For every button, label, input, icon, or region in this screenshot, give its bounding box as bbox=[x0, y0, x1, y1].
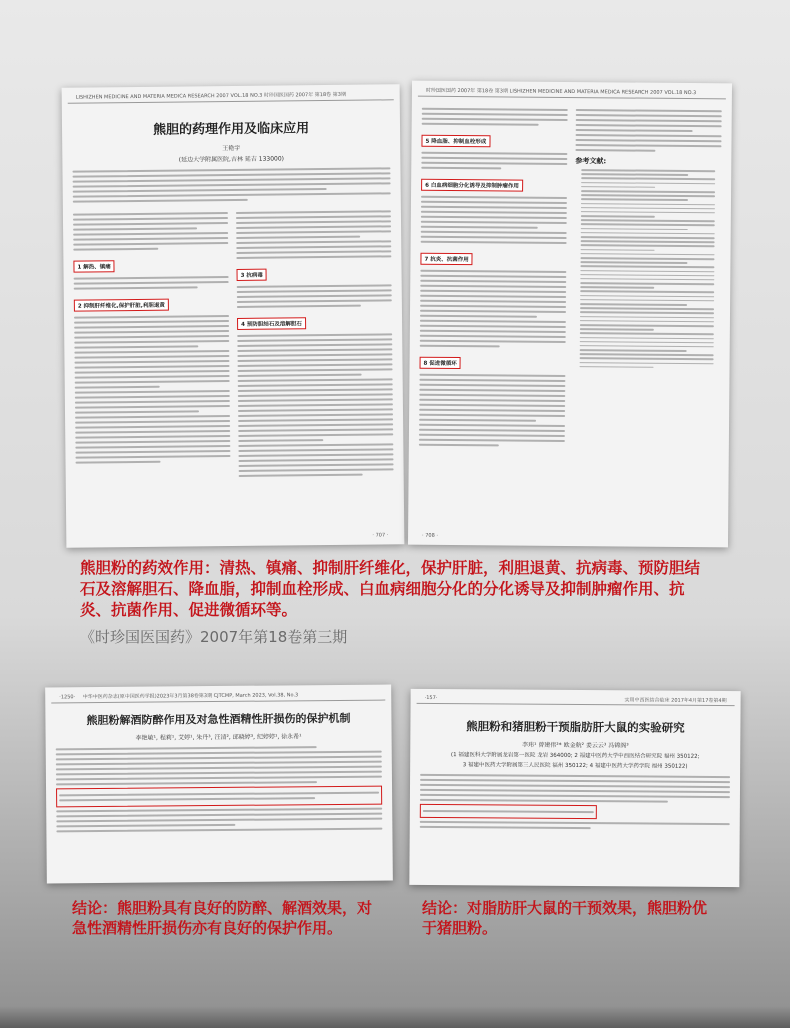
conclusion-left: 结论：熊胆粉具有良好的防醉、解酒效果，对急性酒精性肝损伤亦有良好的保护作用。 bbox=[72, 899, 373, 937]
references-heading: 参考文献: bbox=[575, 157, 607, 166]
bottom-left-highlight bbox=[56, 786, 382, 808]
efficacy-description: 熊胆粉的药效作用：清热、镇痛、抑制肝纤维化，保护肝脏，利胆退黄、抗病毒、预防胆结石及溶解胆石、降血脂，抑制血栓形成、白血病细胞分化的分化诱导及抑制肿瘤作用、抗炎、抗菌作用、促进微循环等。 bbox=[80, 559, 701, 619]
bottom-right-highlight bbox=[420, 804, 597, 819]
bottom-right-paper bbox=[409, 689, 740, 887]
efficacy-source: 《时珍国医国药》2007年第18卷第三期 bbox=[80, 628, 348, 646]
bottom-right-affiliation-2: 3 福建中医药大学附属第三人民医院 福州 350122; 4 福建中医药大学药学院 福州 350122) bbox=[462, 762, 688, 770]
top-left-paper-affiliation: (延边大学附属医院,吉林 延吉 133000) bbox=[178, 155, 285, 164]
top-left-page-number: · 707 · bbox=[372, 532, 389, 539]
tag-lipid-lowering: 5 降血脂、抑制血栓形成 bbox=[421, 135, 490, 148]
tag-leukemia-differentiation: 6 白血病细胞分化诱导及抑制肿瘤作用 bbox=[421, 179, 523, 192]
top-left-running-head: LISHIZHEN MEDICINE AND MATERIA MEDICA RESEARCH 2007 VOL.18 NO.3 时珍国医国药 2007年 第18卷 第3期 bbox=[68, 84, 394, 103]
tag-gallstone: 4 预防胆结石及溶解胆石 bbox=[237, 317, 306, 330]
bottom-left-paper-title: 熊胆粉解酒防醉作用及对急性酒精性肝损伤的保护机制 bbox=[86, 711, 351, 728]
bottom-left-page-label: ·1250· bbox=[59, 694, 76, 701]
conclusion-right: 结论：对脂肪肝大鼠的干预效果，熊胆粉优于猪胆粉。 bbox=[422, 899, 708, 937]
bottom-left-paper-authors: 李艳敏¹, 程莉¹, 艾婷¹, 朱丹³, 汪清², 邱晓婷³, 纪婷婷¹, 徐永希¹ bbox=[135, 733, 302, 742]
bottom-right-paper-title: 熊胆粉和猪胆粉干预脂肪肝大鼠的实验研究 bbox=[466, 719, 685, 735]
tag-anti-inflammatory: 7 抗炎、抗菌作用 bbox=[420, 253, 472, 265]
bottom-shadow bbox=[0, 1006, 790, 1028]
top-right-paper bbox=[408, 81, 732, 548]
bottom-right-running-head: 实用中西医结合临床 2017年4月第17卷第4期 bbox=[624, 697, 727, 705]
tag-antiviral: 3 抗病毒 bbox=[237, 269, 267, 281]
top-right-page-number: · 708 · bbox=[422, 532, 438, 539]
bottom-right-affiliation-1: (1 福建医科大学附属龙岩第一医院 龙岩 364000; 2 福建中医药大学中西医结合研究院 福州 350122; bbox=[450, 752, 700, 760]
top-right-running-head: 时珍国医国药 2007年 第18卷 第3期 LISHIZHEN MEDICINE AND MATERIA MEDICA RESEARCH 2007 VOL.18 NO.3 bbox=[418, 81, 726, 100]
top-left-paper bbox=[62, 84, 405, 548]
bottom-left-running-head: 中华中医药杂志(原中国医药学报)2023年3月第38卷第3期 CJTCMP, March 2023, Vol.38, No.3 bbox=[82, 692, 299, 701]
bottom-right-paper-authors: 李玮¹ 曾建伟²* 欧金航² 姜云云³ 冯锦阁³ bbox=[521, 741, 629, 750]
bottom-left-paper bbox=[45, 684, 393, 883]
tag-microcirculation: 8 促进微循环 bbox=[420, 357, 461, 369]
tag-liver-protection: 2 抑制肝纤维化,保护肝脏,利胆退黄 bbox=[74, 299, 169, 312]
bottom-right-page-label: ·157· bbox=[424, 694, 438, 702]
top-left-paper-title: 熊胆的药理作用及临床应用 bbox=[152, 121, 310, 138]
tag-antipyretic: 1 解热、镇痛 bbox=[73, 260, 114, 272]
top-left-paper-author: 王艳宇 bbox=[222, 144, 241, 153]
